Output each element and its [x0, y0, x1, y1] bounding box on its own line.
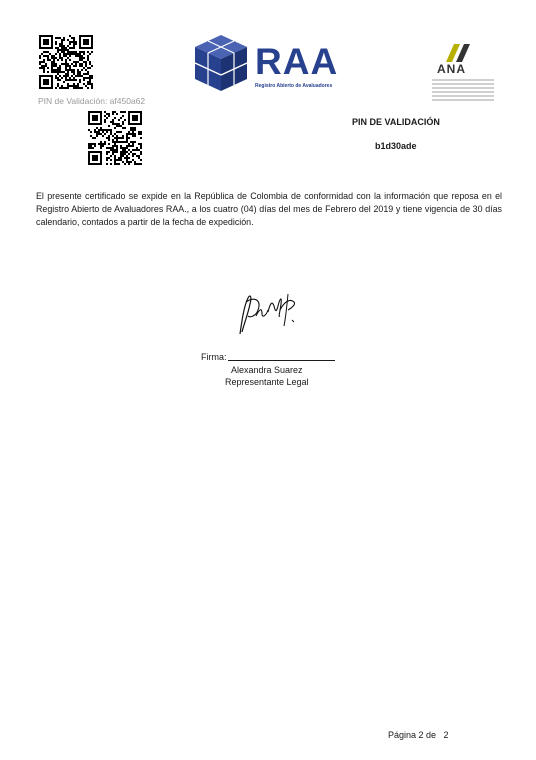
signature-label: Firma: — [201, 352, 227, 362]
raa-wordmark: RAA — [255, 41, 339, 82]
signature-line — [228, 360, 335, 361]
page-number: Página 2 de 2 — [388, 730, 449, 740]
certificate-paragraph: El presente certificado se expide en la República de Colombia de conformidad con la información que reposa en el Registro Abierto de Avaluadores RAA., a los cuatro (04) días del mes de Febrero del 2019 y tiene vigencia de 30 días calendario, contados a partir de la fecha de expedición. — [36, 191, 502, 227]
raa-subtitle: Registro Abierto de Avaluadores — [255, 83, 333, 89]
raa-logo — [193, 33, 353, 93]
ana-fine-print-line — [432, 83, 494, 85]
pin-validation-code: b1d30ade — [375, 141, 417, 151]
ana-fine-print-line — [432, 99, 494, 101]
qr-code-top — [39, 35, 93, 89]
ana-fine-print-line — [432, 95, 494, 97]
raa-cube-icon — [193, 33, 255, 93]
ana-fine-print-line — [432, 87, 494, 89]
ana-fine-print-line — [432, 91, 494, 93]
signer-name: Alexandra Suarez — [231, 365, 303, 375]
ana-wordmark: ANA — [437, 62, 466, 76]
ana-logo — [428, 42, 498, 104]
signer-role: Representante Legal — [225, 377, 309, 387]
pin-validation-small: PIN de Validación: af450a62 — [38, 96, 146, 106]
ana-fine-print-line — [432, 79, 494, 81]
handwritten-signature — [232, 290, 304, 338]
ana-emblem-icon — [428, 42, 498, 64]
pin-validation-title: PIN DE VALIDACIÓN — [352, 117, 440, 127]
qr-code-second — [88, 111, 142, 165]
